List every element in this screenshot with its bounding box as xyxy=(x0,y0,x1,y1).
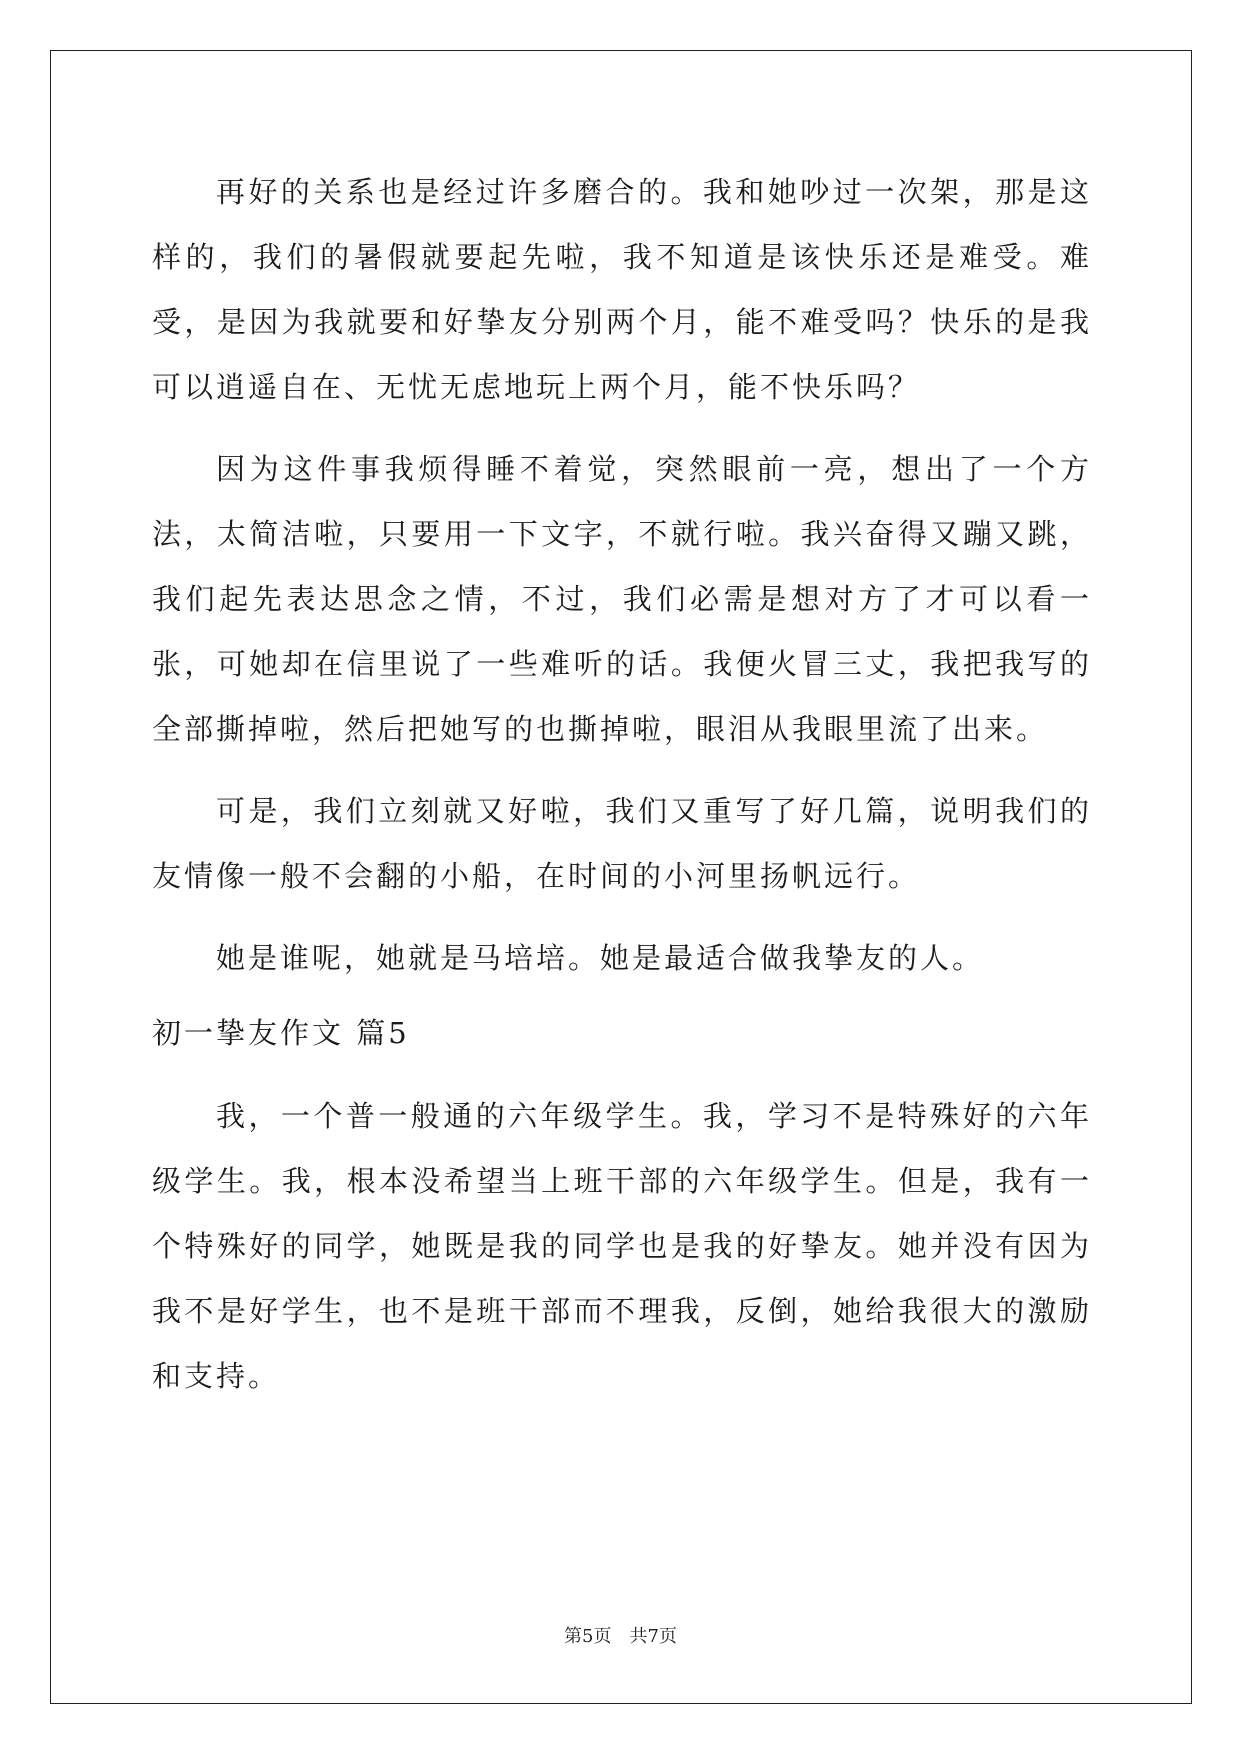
paragraph: 我，一个普一般通的六年级学生。我，学习不是特殊好的六年级学生。我，根本没希望当上班干部的六年级学生。但是，我有一个特殊好的同学，她既是我的同学也是我的好挚友。她并没有因为我不是好学生，也不是班干部而不理我，反倒，她给我很大的激励和支持。 xyxy=(152,1099,1092,1393)
paragraph: 她是谁呢，她就是马培培。她是最适合做我挚友的人。 xyxy=(216,941,985,975)
paragraph: 再好的关系也是经过许多磨合的。我和她吵过一次架，那是这样的，我们的暑假就要起先啦，我不知道是该快乐还是难受。难受，是因为我就要和好挚友分别两个月，能不难受吗？快乐的是我可以逍遥自在、无忧无虑地玩上两个月，能不快乐吗？ xyxy=(152,175,1092,404)
document-body xyxy=(152,160,1092,1426)
page-number-footer: 第5页 共7页 xyxy=(564,1626,677,1647)
paragraph: 因为这件事我烦得睡不着觉，突然眼前一亮，想出了一个方法，太简洁啦，只要用一下文字，不就行啦。我兴奋得又蹦又跳，我们起先表达思念之情，不过，我们必需是想对方了才可以看一张，可她却在信里说了一些难听的话。我便火冒三丈，我把我写的全部撕掉啦，然后把她写的也撕掉啦，眼泪从我眼里流了出来。 xyxy=(152,452,1092,746)
section-heading: 初一挚友作文 篇5 xyxy=(152,1016,410,1050)
paragraph: 可是，我们立刻就又好啦，我们又重写了好几篇，说明我们的友情像一般不会翻的小船，在时间的小河里扬帆远行。 xyxy=(152,794,1092,893)
